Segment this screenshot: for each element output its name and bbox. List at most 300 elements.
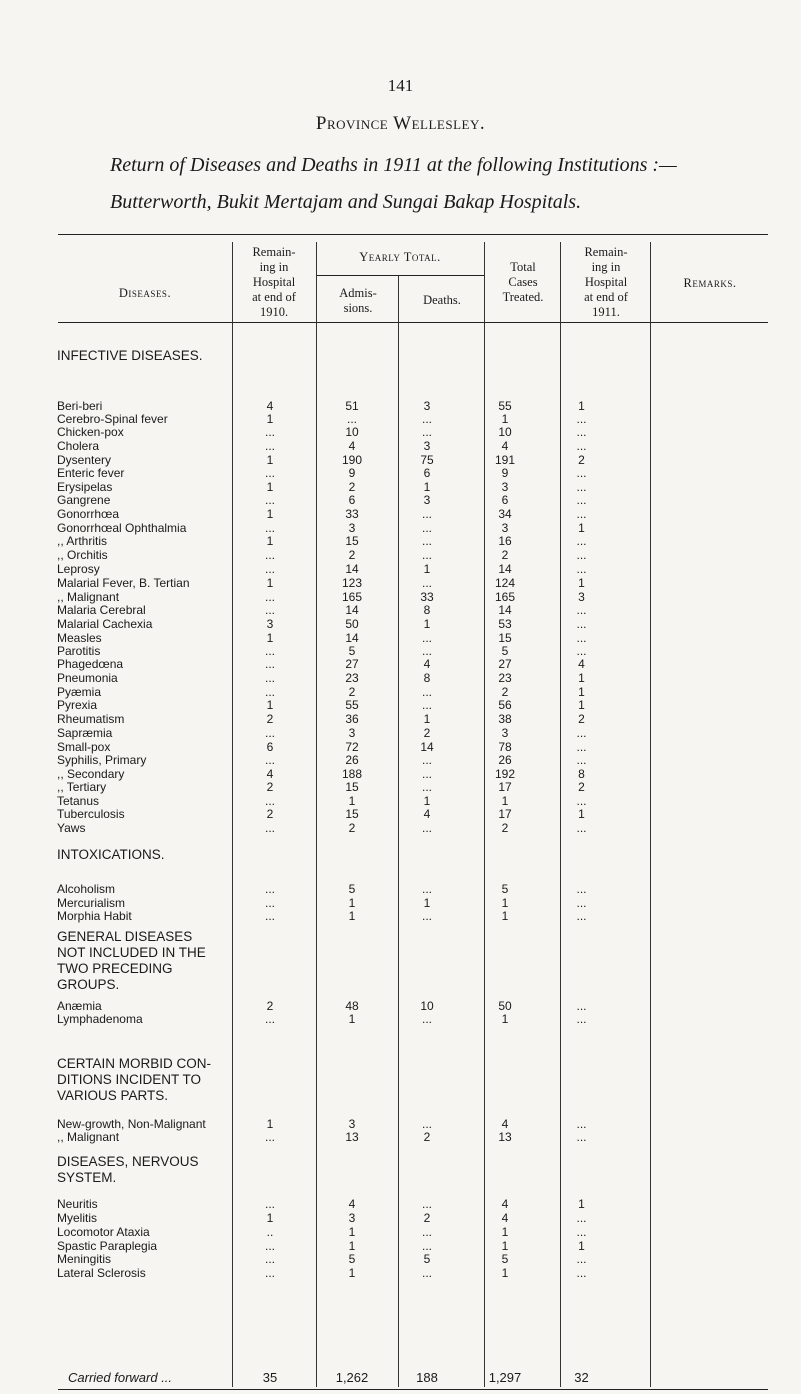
disease-name: Gangrene [57, 493, 111, 507]
header-remarks: Remarks. [683, 276, 737, 290]
admissions: 1 [348, 1266, 356, 1280]
deaths: ... [421, 767, 432, 781]
disease-name: Meningitis [57, 1252, 112, 1266]
remaining-1910: ... [264, 1012, 275, 1026]
deaths: 8 [423, 603, 431, 617]
deaths: ... [421, 1197, 432, 1211]
table-row [0, 453, 801, 467]
total-cases: 1 [501, 1012, 509, 1026]
disease-name: ,, Orchitis [57, 548, 108, 562]
remaining-1911: 1 [578, 685, 585, 699]
disease-name: Malarial Cachexia [57, 617, 153, 631]
deaths: ... [421, 534, 432, 548]
page-number: 141 [387, 76, 414, 95]
disease-name: Phagedœna [57, 657, 124, 671]
remaining-1910: ... [264, 821, 275, 835]
total-cases: 78 [498, 740, 512, 754]
deaths: 4 [423, 657, 431, 671]
deaths: 33 [420, 590, 434, 604]
deaths: ... [421, 507, 432, 521]
deaths: ... [421, 425, 432, 439]
remaining-1910: 1 [266, 507, 274, 521]
deaths: ... [421, 548, 432, 562]
remaining-1910: ... [264, 1266, 275, 1280]
total-cases: 2 [501, 821, 509, 835]
table-row [0, 712, 801, 726]
remaining-1910: 6 [266, 740, 274, 754]
total-cases: 4 [501, 1197, 509, 1211]
deaths: ... [421, 1117, 432, 1131]
admissions: 27 [345, 657, 359, 671]
admissions: 15 [345, 780, 359, 794]
total-cases: 1 [501, 794, 509, 808]
remaining-1910: 1 [266, 534, 274, 548]
total-cases: 14 [498, 562, 512, 576]
disease-name: Sapræmia [57, 726, 113, 740]
remaining-1911: 2 [578, 780, 585, 794]
admissions: 14 [345, 562, 359, 576]
remaining-1911: ... [576, 603, 587, 617]
remaining-1910: 1 [266, 576, 274, 590]
total-cases: 55 [498, 399, 512, 413]
remaining-1911: ... [576, 534, 587, 548]
table-row [0, 909, 801, 923]
disease-name: Tuberculosis [57, 807, 125, 821]
header-yearly-total: Yearly Total. [359, 250, 441, 264]
remaining-1910: ... [264, 466, 275, 480]
disease-name: Lymphadenoma [57, 1012, 143, 1026]
remaining-1911: ... [576, 412, 587, 426]
deaths: 75 [420, 453, 434, 467]
remaining-1910: ... [264, 1239, 275, 1253]
remaining-1911: ... [576, 1130, 587, 1144]
remaining-1910: ... [264, 671, 275, 685]
total-cases: 56 [498, 698, 512, 712]
remaining-1911: ... [576, 493, 587, 507]
table-row [0, 1211, 801, 1225]
admissions: 23 [345, 671, 359, 685]
total-cases: 38 [498, 712, 512, 726]
disease-name: Dysentery [57, 453, 112, 467]
table-row [0, 740, 801, 754]
remaining-1910: ... [264, 753, 275, 767]
remaining-1910: 1 [266, 453, 274, 467]
total-cases: 2 [501, 685, 509, 699]
table-row [0, 1117, 801, 1131]
deaths: 1 [423, 794, 431, 808]
remaining-1910: ... [264, 882, 275, 896]
disease-name: Enteric fever [57, 466, 125, 480]
remaining-1911: ... [576, 726, 587, 740]
table-row [0, 631, 801, 645]
deaths: ... [421, 780, 432, 794]
remaining-1911: ... [576, 909, 587, 923]
remaining-1910: ... [264, 896, 275, 910]
remaining-1911: ... [576, 753, 587, 767]
disease-name: Mercurialism [57, 896, 126, 910]
remaining-1910: ... [264, 657, 275, 671]
total-cases: 2 [501, 548, 509, 562]
remaining-1910: ... [264, 439, 275, 453]
header-bottom-rule [58, 322, 768, 323]
deaths: ... [421, 1225, 432, 1239]
remaining-1911: ... [576, 548, 587, 562]
deaths: 2 [423, 1211, 431, 1225]
section-general: GENERAL DISEASES NOT INCLUDED IN THE TWO PRECEDING GROUPS. [57, 929, 206, 992]
admissions: 4 [348, 1197, 356, 1211]
table-row [0, 1266, 801, 1280]
table-row [0, 399, 801, 413]
total-deaths: 188 [416, 1370, 438, 1385]
remaining-1911: 8 [578, 767, 585, 781]
header-total-cases: Total Cases Treated. [502, 260, 544, 304]
deaths: 14 [420, 740, 434, 754]
remaining-1910: 1 [266, 698, 274, 712]
disease-name: Leprosy [57, 562, 100, 576]
disease-name: Syphilis, Primary [57, 753, 147, 767]
table-row [0, 1197, 801, 1211]
table-row [0, 521, 801, 535]
yearly-total-rule [316, 275, 484, 276]
disease-name: Alcoholism [57, 882, 116, 896]
remaining-1911: ... [576, 1012, 587, 1026]
disease-name: Measles [57, 631, 102, 645]
admissions: 1 [348, 909, 356, 923]
table-row [0, 562, 801, 576]
remaining-1911: ... [576, 631, 587, 645]
admissions: 26 [345, 753, 359, 767]
deaths: ... [421, 698, 432, 712]
disease-name: Malarial Fever, B. Tertian [57, 576, 190, 590]
admissions: 9 [348, 466, 356, 480]
total-cases: 16 [498, 534, 512, 548]
table-row [0, 576, 801, 590]
remaining-1910: ... [264, 425, 275, 439]
remaining-1910: 2 [266, 807, 274, 821]
table-row [0, 671, 801, 685]
disease-name: ,, Arthritis [57, 534, 108, 548]
remaining-1910: ... [264, 685, 275, 699]
remaining-1911: ... [576, 882, 587, 896]
remaining-1911: ... [576, 480, 587, 494]
deaths: ... [421, 685, 432, 699]
remaining-1911: ... [576, 1252, 587, 1266]
header-remaining-1910: Remain- ing in Hospital at end of 1910. [252, 245, 296, 319]
disease-name: Gonorrhœal Ophthalmia [57, 521, 187, 535]
remaining-1910: ... [264, 493, 275, 507]
deaths: 1 [423, 562, 431, 576]
admissions: 15 [345, 534, 359, 548]
deaths: ... [421, 1239, 432, 1253]
total-cases: 3 [501, 521, 509, 535]
deaths: 8 [423, 671, 431, 685]
admissions: 51 [345, 399, 359, 413]
header-admissions: Admis- sions. [339, 286, 377, 315]
disease-name: Erysipelas [57, 480, 113, 494]
remaining-1911: 1 [578, 399, 585, 413]
table-bottom-rule [58, 1389, 768, 1390]
total-cases: 1 [501, 1239, 509, 1253]
remaining-1910: 1 [266, 412, 274, 426]
table-row [0, 698, 801, 712]
remaining-1911: ... [576, 999, 587, 1013]
table-row [0, 821, 801, 835]
table-row [0, 412, 801, 426]
admissions: 5 [348, 1252, 356, 1266]
remaining-1911: ... [576, 617, 587, 631]
admissions: 14 [345, 631, 359, 645]
remaining-1911: ... [576, 1117, 587, 1131]
total-label: Carried forward ... [68, 1370, 173, 1385]
section-morbid: CERTAIN MORBID CON- DITIONS INCIDENT TO VARIOUS PARTS. [57, 1056, 212, 1103]
section-infective: INFECTIVE DISEASES. [57, 348, 203, 363]
total-cases: 5 [501, 1252, 509, 1266]
table-row [0, 1225, 801, 1239]
page-title: Province Wellesley. [315, 113, 486, 134]
remaining-1911: 1 [578, 698, 585, 712]
admissions: 4 [348, 439, 356, 453]
admissions: 15 [345, 807, 359, 821]
remaining-1911: ... [576, 439, 587, 453]
admissions: 5 [348, 882, 356, 896]
remaining-1910: ... [264, 726, 275, 740]
admissions: 123 [341, 576, 363, 590]
table-row [0, 753, 801, 767]
admissions: 50 [345, 617, 359, 631]
total-cases: 9 [501, 466, 509, 480]
table-row [0, 466, 801, 480]
disease-name: Malaria Cerebral [57, 603, 146, 617]
total-cases: 1,297 [488, 1370, 522, 1385]
deaths: ... [421, 753, 432, 767]
total-cases: 124 [494, 576, 516, 590]
total-cases: 3 [501, 480, 509, 494]
disease-name: Anæmia [57, 999, 102, 1013]
deaths: 3 [423, 399, 431, 413]
total-cases: 3 [501, 726, 509, 740]
total-cases: 5 [501, 882, 509, 896]
deaths: ... [421, 882, 432, 896]
table-row [0, 617, 801, 631]
remaining-1911: ... [576, 507, 587, 521]
deaths: 3 [423, 493, 431, 507]
remaining-1910: 4 [266, 399, 274, 413]
total-cases: 17 [498, 807, 512, 821]
admissions: 190 [341, 453, 363, 467]
remaining-1911: 2 [578, 453, 585, 467]
total-cases: 6 [501, 493, 509, 507]
disease-name: Neuritis [57, 1197, 98, 1211]
section-nervous: DISEASES, NERVOUS SYSTEM. [57, 1154, 199, 1185]
remaining-1911: ... [576, 821, 587, 835]
total-cases: 1 [501, 1225, 509, 1239]
remaining-1910: ... [264, 548, 275, 562]
remaining-1910: ... [264, 644, 275, 658]
admissions: 48 [345, 999, 359, 1013]
table-row [0, 1130, 801, 1144]
table-row [0, 657, 801, 671]
table-row [0, 726, 801, 740]
remaining-1910: ... [264, 794, 275, 808]
total-remaining-1911: 32 [574, 1370, 589, 1385]
admissions: 3 [348, 1211, 356, 1225]
disease-name: Pyæmia [57, 685, 102, 699]
remaining-1911: 1 [578, 671, 585, 685]
remaining-1910: ... [264, 590, 275, 604]
remaining-1910: ... [264, 521, 275, 535]
total-cases: 17 [498, 780, 512, 794]
disease-name: ,, Malignant [57, 590, 120, 604]
disease-name: Cholera [57, 439, 100, 453]
total-cases: 13 [498, 1130, 512, 1144]
header-diseases: Diseases. [118, 286, 172, 300]
subtitle-line-2: Butterworth, Bukit Mertajam and Sungai Bakap Hospitals. [110, 191, 582, 213]
deaths: 2 [423, 726, 431, 740]
deaths: ... [421, 412, 432, 426]
admissions: 1 [348, 1012, 356, 1026]
table-row [0, 480, 801, 494]
total-cases: 4 [501, 1211, 509, 1225]
disease-name: Beri-beri [57, 399, 103, 413]
disease-name: Gonorrhœa [57, 507, 120, 521]
total-admissions: 1,262 [335, 1370, 369, 1385]
deaths: 2 [423, 1130, 431, 1144]
remaining-1911: ... [576, 794, 587, 808]
deaths: ... [421, 521, 432, 535]
admissions: 2 [348, 548, 356, 562]
remaining-1910: ... [264, 603, 275, 617]
disease-name: ,, Tertiary [57, 780, 107, 794]
disease-name: Rheumatism [57, 712, 125, 726]
remaining-1911: 1 [578, 1197, 585, 1211]
admissions: 6 [348, 493, 356, 507]
admissions: 36 [345, 712, 359, 726]
remaining-1910: 4 [266, 767, 274, 781]
disease-name: Chicken-pox [57, 425, 124, 439]
remaining-1911: ... [576, 740, 587, 754]
disease-name: Locomotor Ataxia [57, 1225, 150, 1239]
admissions: 10 [345, 425, 359, 439]
disease-name: Small-pox [57, 740, 111, 754]
section-intoxications: INTOXICATIONS. [57, 847, 165, 862]
table-row [0, 896, 801, 910]
remaining-1910: ... [264, 562, 275, 576]
table-row [0, 507, 801, 521]
total-cases: 50 [498, 999, 512, 1013]
total-cases: 26 [498, 753, 512, 767]
remaining-1910: ... [264, 1130, 275, 1144]
deaths: ... [421, 821, 432, 835]
table-top-rule [58, 234, 768, 235]
total-cases: 165 [494, 590, 516, 604]
deaths: ... [421, 1012, 432, 1026]
total-cases: 23 [498, 671, 512, 685]
deaths: 1 [423, 617, 431, 631]
disease-name: Cerebro-Spinal fever [57, 412, 168, 426]
table-row [0, 425, 801, 439]
disease-name: ,, Secondary [57, 767, 125, 781]
table-row [0, 590, 801, 604]
remaining-1910: 1 [266, 631, 274, 645]
total-remaining-1910: 35 [262, 1370, 278, 1385]
remaining-1911: ... [576, 896, 587, 910]
disease-name: Spastic Paraplegia [57, 1239, 158, 1253]
remaining-1910: 2 [266, 712, 274, 726]
remaining-1911: 1 [578, 1239, 585, 1253]
remaining-1910: ... [264, 909, 275, 923]
remaining-1910: 2 [266, 780, 274, 794]
total-cases: 4 [501, 1117, 509, 1131]
total-cases: 1 [501, 1266, 509, 1280]
table-row [0, 548, 801, 562]
remaining-1911: ... [576, 1211, 587, 1225]
admissions: 1 [348, 794, 356, 808]
table-row [0, 493, 801, 507]
disease-name: Yaws [57, 821, 86, 835]
disease-name: ,, Malignant [57, 1130, 120, 1144]
remaining-1911: ... [576, 425, 587, 439]
table-row [0, 1012, 801, 1026]
remaining-1911: ... [576, 562, 587, 576]
total-cases: 27 [498, 657, 512, 671]
admissions: 3 [348, 726, 356, 740]
header-remaining-1911: Remain- ing in Hospital at end of 1911. [584, 245, 628, 319]
remaining-1910: 3 [266, 617, 274, 631]
total-cases: 53 [498, 617, 512, 631]
remaining-1911: 3 [578, 590, 585, 604]
remaining-1911: ... [576, 644, 587, 658]
disease-name: Parotitis [57, 644, 101, 658]
total-cases: 34 [498, 507, 512, 521]
remaining-1910: 1 [266, 1211, 274, 1225]
deaths: 1 [423, 712, 431, 726]
remaining-1911: ... [576, 1266, 587, 1280]
admissions: 13 [345, 1130, 359, 1144]
admissions: 33 [345, 507, 359, 521]
deaths: 1 [423, 480, 431, 494]
deaths: 1 [423, 896, 431, 910]
admissions: 1 [348, 1225, 356, 1239]
header-deaths: Deaths. [423, 293, 461, 307]
table-row [0, 603, 801, 617]
remaining-1911: 4 [578, 657, 585, 671]
deaths: ... [421, 1266, 432, 1280]
deaths: 5 [423, 1252, 431, 1266]
admissions: ... [346, 412, 357, 426]
table-row [0, 794, 801, 808]
total-row [0, 1370, 801, 1384]
table-row [0, 767, 801, 781]
remaining-1911: 2 [578, 712, 585, 726]
deaths: ... [421, 644, 432, 658]
admissions: 188 [341, 767, 363, 781]
disease-name: Pneumonia [57, 671, 118, 685]
total-cases: 1 [501, 896, 509, 910]
disease-name: Morphia Habit [57, 909, 132, 923]
table-row [0, 644, 801, 658]
admissions: 1 [348, 1239, 356, 1253]
admissions: 3 [348, 1117, 356, 1131]
total-cases: 14 [498, 603, 512, 617]
total-cases: 15 [498, 631, 512, 645]
admissions: 165 [341, 590, 363, 604]
subtitle-line-1: Return of Diseases and Deaths in 1911 at the following Institutions :— [110, 154, 677, 176]
admissions: 3 [348, 521, 356, 535]
total-cases: 10 [498, 425, 512, 439]
admissions: 2 [348, 821, 356, 835]
deaths: 10 [420, 999, 434, 1013]
disease-name: Lateral Sclerosis [57, 1266, 146, 1280]
